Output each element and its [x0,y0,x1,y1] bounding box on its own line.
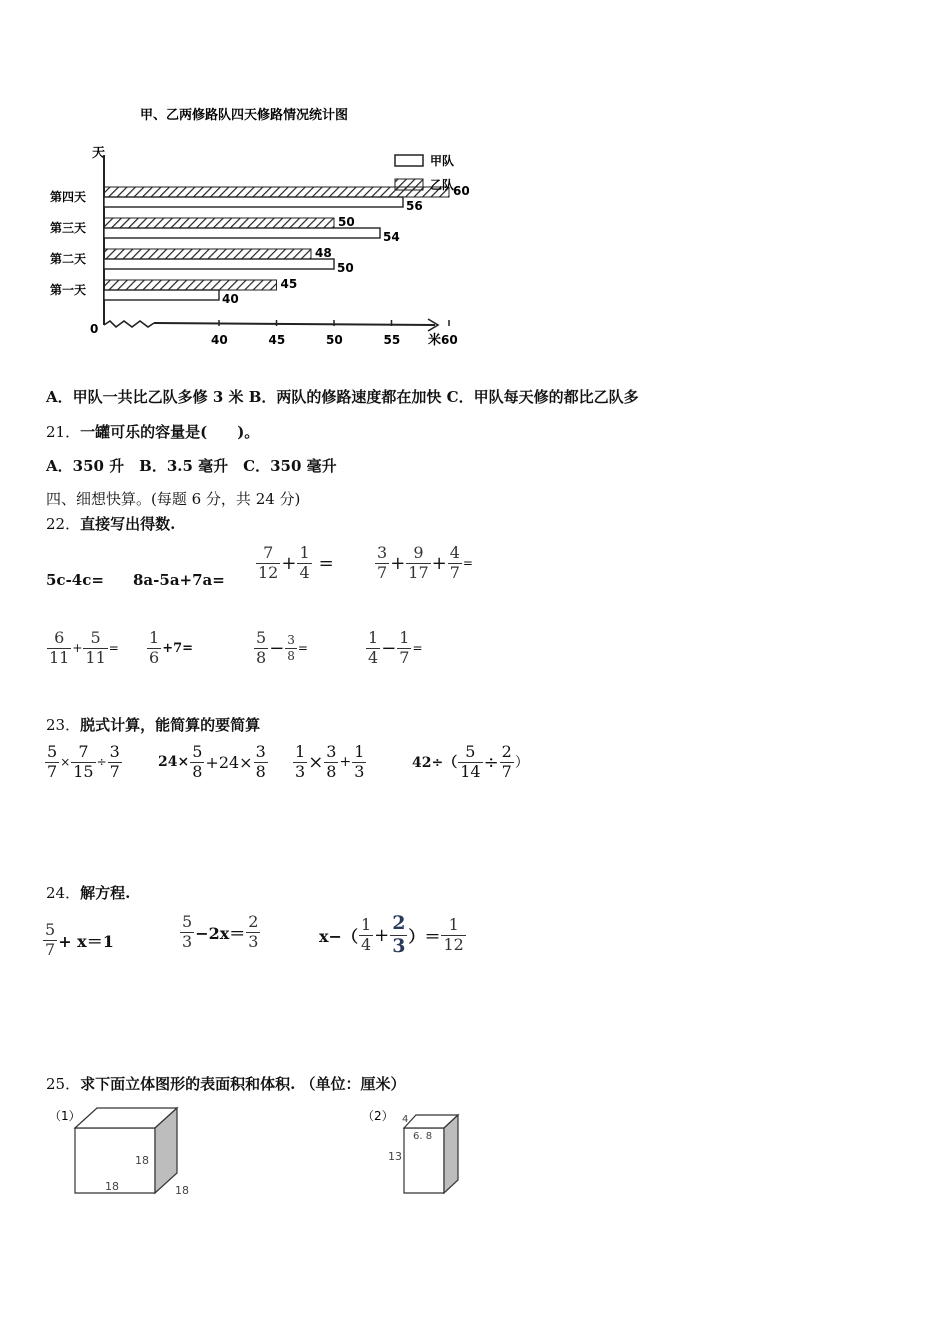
y-axis-label: 天 [92,146,106,161]
expr-8a: 8a-5a+7a= [133,571,225,589]
question-number: 21． [46,423,81,441]
x-tick-label: 55 [383,333,401,347]
dimension-label: 13 [388,1150,402,1163]
x-tick-label: 50 [326,333,343,347]
category-label: 第一天 [50,283,87,297]
expr-5-8-minus-3-8: $\frac{5}{8}$ − $\frac{3}{8}$ = [256,628,308,667]
legend-label-yi: 乙队 [430,178,455,192]
expr-6-11-plus-5-11: $\frac{6}{11}$ + $\frac{5}{11}$ = [49,628,119,667]
category-label: 第二天 [50,252,87,266]
category-label: 第四天 [50,190,87,204]
figure-label: （2） [362,1109,394,1123]
question-text: 直接写出得数. [80,515,176,533]
legend-label-jia: 甲队 [430,154,455,168]
cuboid-figure [358,1100,478,1200]
origin-label: 0 [90,322,99,336]
question-number: 24． [46,884,81,902]
dimension-label: 18 [135,1154,149,1167]
data-label-jia: 50 [337,261,354,275]
q21-options: A．350 升 B．3.5 毫升 C．350 毫升 [46,457,337,475]
q25-question [46,1073,406,1094]
dimension-label: 6. 8 [413,1131,433,1142]
q24-question [46,882,130,903]
question-number: 22． [46,515,81,533]
bar-chart [40,95,480,355]
expr-1-6-plus-7: $\frac{1}{6}$ +7= [149,628,194,667]
x-tick-label: 45 [268,333,286,347]
question-number: 23． [46,716,81,734]
bar-jia [104,259,334,269]
data-label-yi: 60 [453,184,470,198]
equation-1: $\frac{5}{7}$ + x＝1 [45,920,114,959]
bar-jia [104,228,380,238]
dimension-label: 18 [105,1180,119,1193]
bar-jia [104,197,403,207]
data-label-yi: 48 [315,246,332,260]
bar-yi [104,218,334,228]
q21-question [46,421,259,442]
equation-3: x−（ $\frac{1}{4}$ + $\frac{2}{3}$ ）＝ $\frac{1}{12}$ [319,912,464,957]
expr-24-times: 24× $\frac{5}{8}$ +24× $\frac{3}{8}$ [158,742,266,781]
data-label-jia: 40 [222,292,239,306]
x-axis-label: 米 [428,333,442,348]
figure-label: （1） [49,1109,81,1123]
category-label: 第三天 [50,221,87,235]
question-text: 解方程. [80,884,131,902]
bar-yi [104,249,311,259]
expr-5-7-times: $\frac{5}{7}$ × $\frac{7}{15}$ ÷ $\frac{3}{7}$ [47,742,120,781]
expr-3-7-plus: $\frac{3}{7}$ + $\frac{9}{17}$ + $\frac{4}{7}$ = [377,543,473,582]
legend-swatch-jia [395,155,423,166]
expr-1-3-times: $\frac{1}{3}$ × $\frac{3}{8}$ + $\frac{1}{3}$ [295,742,365,781]
q22-question [46,513,175,534]
x-tick-label: 40 [211,333,228,347]
question-text: 一罐可乐的容量是( )。 [80,423,260,441]
dimension-label: 18 [175,1184,189,1197]
x-axis [154,323,435,325]
cube-figure [45,1100,215,1205]
x-axis-break [104,321,154,327]
dimension-label: 4 [402,1114,409,1125]
q20-options: A．甲队一共比乙队多修 3 米 B．两队的修路速度都在加快 C．甲队每天修的都比乙队多 [46,388,639,406]
expr-5c-4c: 5c-4c= [46,571,104,589]
question-number: 25． [46,1075,81,1093]
section-heading: 四、细想快算。(每题 6 分，共 24 分) [46,490,301,508]
expr-42-div: 42÷（ $\frac{5}{14}$ ÷ $\frac{2}{7}$ ） [412,742,529,781]
equation-2: $\frac{5}{3}$ −2x＝ $\frac{2}{3}$ [182,912,259,951]
chart-title: 甲、乙两修路队四天修路情况统计图 [140,108,349,123]
bar-yi [104,280,277,290]
question-text: 脱式计算，能简算的要简算 [80,716,261,734]
x-tick-label: 60 [441,333,458,347]
data-label-yi: 45 [280,277,298,291]
legend-swatch-yi [395,179,423,190]
expr-1-4-minus-1-7: $\frac{1}{4}$ − $\frac{1}{7}$ = [368,628,423,667]
question-text: 求下面立体图形的表面积和体积. （单位：厘米） [80,1075,406,1093]
data-label-jia: 56 [406,199,423,213]
expr-7-12-plus-1-4: $\frac{7}{12}$ + $\frac{1}{4}$ = [258,543,334,582]
data-label-yi: 50 [338,215,355,229]
data-label-jia: 54 [383,230,400,244]
q23-question [46,714,260,735]
bar-jia [104,290,219,300]
